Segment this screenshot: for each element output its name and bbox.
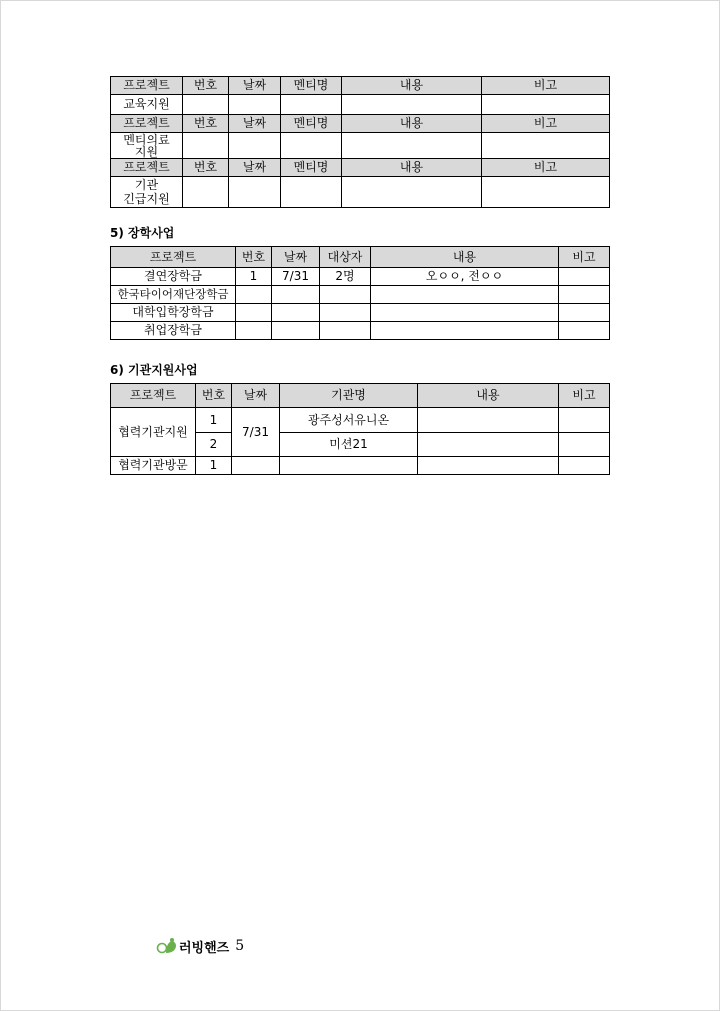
- header-number: 번호: [236, 247, 272, 268]
- header-mentee: 멘티명: [281, 115, 342, 133]
- date-cell: [272, 322, 320, 340]
- header-content: 내용: [371, 247, 559, 268]
- table-header-row: [111, 115, 610, 133]
- section-title-institution-support: 6) 기관지원사업: [110, 363, 198, 377]
- project-line: 기관: [134, 178, 159, 192]
- header-project: 프로젝트: [111, 159, 183, 177]
- project-line: 긴급지원: [123, 192, 170, 206]
- table-row: [111, 322, 610, 340]
- table-row: [111, 95, 610, 115]
- date-cell: [272, 286, 320, 304]
- header-mentee: 멘티명: [281, 77, 342, 95]
- target-cell: [320, 322, 371, 340]
- content-cell: 오ㅇㅇ, 전ㅇㅇ: [371, 268, 559, 286]
- table-header-row: [111, 159, 610, 177]
- project-cell: 한국타이어재단장학금: [111, 286, 236, 304]
- header-project: 프로젝트: [111, 247, 236, 268]
- scholarship-table: [110, 246, 610, 340]
- project-cell: [111, 177, 183, 208]
- header-project: 프로젝트: [111, 115, 183, 133]
- header-number: 번호: [183, 77, 229, 95]
- header-date: 날짜: [229, 159, 281, 177]
- mentoring-table: [110, 76, 610, 208]
- table-row: [111, 408, 610, 433]
- target-cell: [320, 304, 371, 322]
- number-cell: [236, 304, 272, 322]
- note-cell: [559, 433, 610, 457]
- date-cell: 7/31: [232, 408, 280, 457]
- note-cell: [559, 268, 610, 286]
- note-cell: [559, 408, 610, 433]
- header-target: 대상자: [320, 247, 371, 268]
- table-row: [111, 268, 610, 286]
- header-date: 날짜: [229, 77, 281, 95]
- header-content: 내용: [342, 159, 482, 177]
- page-footer: [156, 936, 244, 956]
- project-cell: 협력기관지원: [111, 408, 196, 457]
- content-cell: [418, 408, 559, 433]
- number-cell: 1: [236, 268, 272, 286]
- number-cell: 2: [196, 433, 232, 457]
- project-cell: 교육지원: [111, 95, 183, 115]
- header-note: 비고: [482, 77, 610, 95]
- table-row: [111, 304, 610, 322]
- project-cell: 협력기관방문: [111, 457, 196, 475]
- number-cell: [236, 286, 272, 304]
- header-note: 비고: [482, 115, 610, 133]
- header-note: 비고: [482, 159, 610, 177]
- institution-support-table: [110, 383, 610, 475]
- header-content: 내용: [342, 115, 482, 133]
- note-cell: [559, 304, 610, 322]
- header-content: 내용: [418, 384, 559, 408]
- project-cell: 대학입학장학금: [111, 304, 236, 322]
- project-line: 멘티의료: [123, 132, 170, 147]
- header-date: 날짜: [229, 115, 281, 133]
- content-cell: [371, 322, 559, 340]
- date-cell: [272, 304, 320, 322]
- content-cell: [418, 457, 559, 475]
- org-cell: 미션21: [280, 433, 418, 457]
- project-cell: 취업장학금: [111, 322, 236, 340]
- date-cell: [232, 457, 280, 475]
- header-content: 내용: [342, 77, 482, 95]
- org-cell: 광주성서유니온: [280, 408, 418, 433]
- number-cell: [236, 322, 272, 340]
- project-cell: [111, 133, 183, 159]
- date-cell: 7/31: [272, 268, 320, 286]
- header-number: 번호: [196, 384, 232, 408]
- page-number: 5: [235, 938, 245, 954]
- note-cell: [559, 286, 610, 304]
- header-project: 프로젝트: [111, 384, 196, 408]
- target-cell: [320, 286, 371, 304]
- table-header-row: [111, 247, 610, 268]
- header-number: 번호: [183, 115, 229, 133]
- header-number: 번호: [183, 159, 229, 177]
- header-note: 비고: [559, 384, 610, 408]
- loving-hands-logo-icon: [156, 937, 178, 955]
- header-mentee: 멘티명: [281, 159, 342, 177]
- header-note: 비고: [559, 247, 610, 268]
- header-date: 날짜: [272, 247, 320, 268]
- project-cell: 결연장학금: [111, 268, 236, 286]
- table-header-row: [111, 77, 610, 95]
- number-cell: 1: [196, 457, 232, 475]
- number-cell: 1: [196, 408, 232, 433]
- header-org: 기관명: [280, 384, 418, 408]
- table-header-row: [111, 384, 610, 408]
- logo-text: 러빙핸즈: [179, 940, 230, 956]
- content-cell: [371, 304, 559, 322]
- content-cell: [371, 286, 559, 304]
- org-cell: [280, 457, 418, 475]
- header-date: 날짜: [232, 384, 280, 408]
- content-cell: [418, 433, 559, 457]
- project-line: 지원: [134, 144, 159, 159]
- table-row: [111, 457, 610, 475]
- table-row: [111, 133, 610, 159]
- table-row: [111, 177, 610, 208]
- header-project: 프로젝트: [111, 77, 183, 95]
- target-cell: 2명: [320, 268, 371, 286]
- table-row: [111, 286, 610, 304]
- section-title-scholarship: 5) 장학사업: [110, 226, 175, 240]
- note-cell: [559, 322, 610, 340]
- note-cell: [559, 457, 610, 475]
